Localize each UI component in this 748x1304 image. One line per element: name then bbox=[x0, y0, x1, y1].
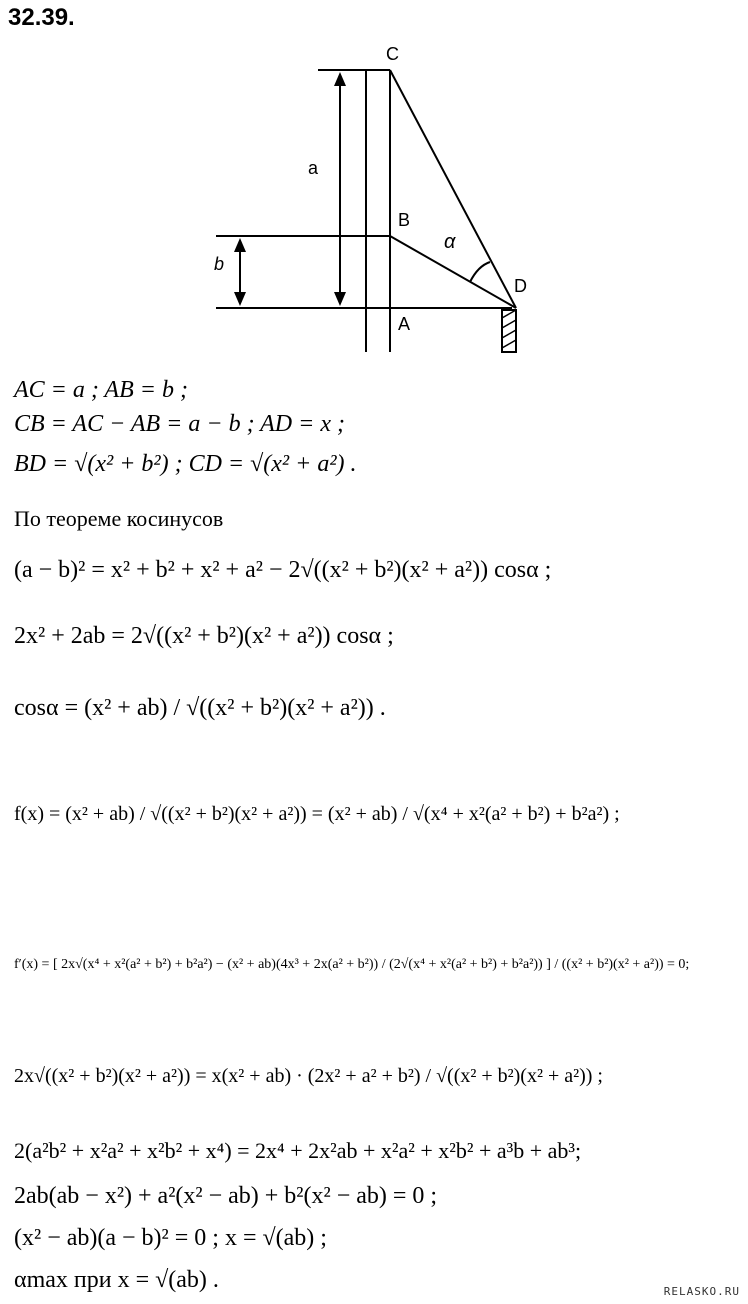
label-D: D bbox=[514, 276, 527, 296]
label-B: B bbox=[398, 210, 411, 230]
definition-line-1: AC = a ; AB = b ; bbox=[14, 377, 188, 403]
equation-10: αmax при x = √(ab) . bbox=[14, 1267, 219, 1293]
equation-3: cosα = (x² + ab) / √((x² + b²)(x² + a²)) . bbox=[14, 695, 386, 721]
label-A: A bbox=[398, 314, 411, 334]
label-alpha: α bbox=[444, 231, 456, 253]
equation-7: 2(a²b² + x²a² + x²b² + x⁴) = 2x⁴ + 2x²ab + x²a² + x²b² + a³b + ab³; bbox=[14, 1138, 582, 1163]
equation-4: f(x) = (x² + ab) / √((x² + b²)(x² + a²)) = (x² + ab) / √(x⁴ + x²(a² + b²) + b²a²) ; bbox=[14, 803, 620, 825]
section-heading: По теореме косинусов bbox=[14, 506, 224, 531]
problem-number: 32.39. bbox=[8, 4, 75, 31]
equation-1: (a − b)² = x² + b² + x² + a² − 2√((x² + b²)(x² + a²)) cosα ; bbox=[14, 557, 552, 583]
equation-8: 2ab(ab − x²) + a²(x² − ab) + b²(x² − ab) = 0 ; bbox=[14, 1183, 438, 1209]
label-C: C bbox=[386, 44, 399, 64]
equation-6: 2x√((x² + b²)(x² + a²)) = x(x² + ab) · (2x² + a² + b²) / √((x² + b²)(x² + a²)) ; bbox=[14, 1065, 603, 1087]
watermark: RELASKO.RU bbox=[663, 1285, 740, 1298]
label-a: a bbox=[308, 158, 319, 178]
label-b: b bbox=[214, 254, 225, 274]
equation-9: (x² − ab)(a − b)² = 0 ; x = √(ab) ; bbox=[14, 1225, 327, 1251]
definition-line-2: CB = AC − AB = a − b ; AD = x ; bbox=[14, 411, 345, 437]
definition-line-3: BD = √(x² + b²) ; CD = √(x² + a²) . bbox=[14, 451, 357, 477]
equation-2: 2x² + 2ab = 2√((x² + b²)(x² + a²)) cosα ; bbox=[14, 623, 394, 649]
geometry-diagram bbox=[0, 0, 748, 360]
equation-5: f′(x) = [ 2x√(x⁴ + x²(a² + b²) + b²a²) − (x² + ab)(4x³ + 2x(a² + b²)) / (2√(x⁴ + x²(a² + b²) + b²a²)) ] / ((x² + b²)(x² + a²)) = 0; bbox=[14, 957, 690, 972]
